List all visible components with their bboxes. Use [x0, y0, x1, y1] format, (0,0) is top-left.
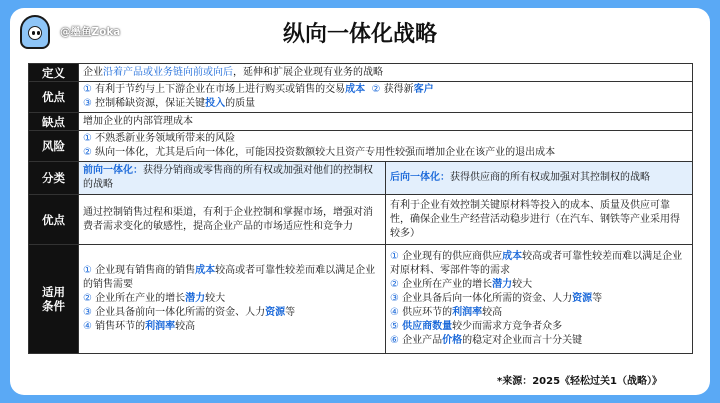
- label-conditions: [29, 245, 79, 354]
- label-definition: 定义: [29, 64, 79, 82]
- advantages-text: [79, 82, 693, 113]
- forward-integration-cell: [79, 162, 386, 195]
- brand-handle: @墨鱼Zoka: [60, 26, 121, 38]
- backward-condition-num: ⑤: [390, 321, 399, 332]
- backward-condition-suffix: 较高或者可靠性较差而难以满足企业对原材料、零部件等的需求: [390, 251, 683, 276]
- backward-condition-highlight: 成本: [502, 251, 523, 262]
- forward-condition-text: 企业所在产业的增长: [95, 293, 186, 304]
- backward-integration-text: 获得供应商的所有权或加强对其控制权的战略: [450, 172, 650, 183]
- forward-condition-num: ①: [83, 265, 92, 276]
- backward-condition-num: ⑥: [390, 335, 399, 346]
- adv-2-highlight: 客户: [413, 84, 434, 95]
- forward-advantages: 通过控制销售过程和渠道，有利于企业控制和掌握市场，增强对消费者需求变化的敏感性，提高企业产品的市场适应性和竞争力: [79, 195, 386, 245]
- backward-condition-highlight: 供应商数量: [402, 321, 453, 332]
- row-disadvantages: [29, 113, 693, 131]
- definition-highlight: 沿着产品或业务链向前或向后: [103, 66, 233, 78]
- advantages-line-2: [83, 97, 688, 111]
- risk-num-1: ①: [83, 133, 92, 144]
- backward-condition-text: 供应环节的: [402, 307, 453, 318]
- risk-1-text: 不熟悉新业务领域所带来的风险: [95, 133, 236, 144]
- forward-condition-num: ④: [83, 321, 92, 332]
- forward-condition-item: [83, 264, 381, 292]
- backward-condition-text: 企业现有的供应商供应: [402, 251, 503, 262]
- adv-2-text: 获得新: [383, 84, 414, 95]
- row-definition: [29, 64, 693, 82]
- forward-conditions: [79, 245, 386, 354]
- label-conditions-line-1: 适用: [42, 285, 65, 299]
- forward-condition-text: 企业现有销售商的销售: [95, 265, 196, 276]
- backward-condition-highlight: 潜力: [492, 279, 513, 290]
- adv-3-suffix: 的质量: [225, 98, 256, 109]
- definition-part-c: ，延伸和扩展企业现有业务的战略: [233, 66, 383, 78]
- backward-condition-item: [390, 334, 688, 348]
- forward-condition-text: 销售环节的: [95, 321, 146, 332]
- backward-condition-highlight: 利润率: [452, 307, 483, 318]
- adv-1-text: 有利于节约与上下游企业在市场上进行购买或销售的交易: [95, 84, 346, 95]
- disadvantages-text: 增加企业的内部管理成本: [79, 113, 693, 131]
- backward-advantages: 有利于企业有效控制关键原材料等投入的成本、质量及供应可靠性，确保企业生产经营活动稳步进行（在汽车、钢铁等产业采用得较多）: [386, 195, 693, 245]
- backward-condition-item: [390, 306, 688, 320]
- risk-line-2: [83, 146, 688, 160]
- forward-condition-num: ②: [83, 293, 92, 304]
- forward-integration-name: 前向一体化：: [83, 165, 143, 176]
- backward-condition-num: ③: [390, 293, 399, 304]
- advantages-line-1: [83, 83, 688, 97]
- label-disadvantages: 缺点: [29, 113, 79, 131]
- label-conditions-line-2: 条件: [42, 299, 65, 313]
- forward-condition-highlight: 利润率: [145, 321, 176, 332]
- backward-condition-item: [390, 292, 688, 306]
- backward-condition-suffix: 等: [592, 293, 603, 304]
- source-note: *来源：2025《轻松过关1（战略）》: [496, 376, 662, 387]
- label-risks: 风险: [29, 131, 79, 162]
- backward-condition-suffix: 较高: [482, 307, 503, 318]
- adv-1-highlight: 成本: [345, 84, 366, 95]
- forward-condition-suffix: 较大: [205, 293, 226, 304]
- backward-condition-item: [390, 250, 688, 278]
- row-advantages: [29, 82, 693, 113]
- label-classified-advantages: 优点: [29, 195, 79, 245]
- backward-condition-text: 企业所在产业的增长: [402, 279, 493, 290]
- backward-condition-item: [390, 278, 688, 292]
- strategy-table: [28, 63, 693, 354]
- forward-condition-suffix: 较高: [175, 321, 196, 332]
- forward-condition-item: [83, 292, 381, 306]
- forward-condition-highlight: 潜力: [185, 293, 206, 304]
- definition-text: [79, 64, 693, 82]
- backward-condition-item: [390, 320, 688, 334]
- num-3: ③: [83, 98, 92, 109]
- forward-condition-item: [83, 306, 381, 320]
- backward-condition-text: 企业产品: [402, 335, 443, 346]
- backward-condition-suffix: 较大: [512, 279, 533, 290]
- backward-condition-num: ①: [390, 251, 399, 262]
- forward-integration-text: 获得分销商或零售商的所有权或加强对他们的控制权的战略: [83, 165, 373, 190]
- backward-condition-text: 企业具备后向一体化所需的资金、人力: [402, 293, 573, 304]
- adv-3-highlight: 投入: [205, 98, 226, 109]
- definition-part-a: 企业: [83, 66, 103, 78]
- backward-conditions: [386, 245, 693, 354]
- backward-condition-highlight: 资源: [572, 293, 593, 304]
- backward-integration-cell: [386, 162, 693, 195]
- risk-num-2: ②: [83, 147, 92, 158]
- row-risks: [29, 131, 693, 162]
- label-classification: 分类: [29, 162, 79, 195]
- content-card: [10, 8, 710, 395]
- row-classified-advantages: [29, 195, 693, 245]
- backward-condition-num: ②: [390, 279, 399, 290]
- forward-condition-num: ③: [83, 307, 92, 318]
- backward-integration-name: 后向一体化：: [390, 172, 450, 183]
- label-advantages: 优点: [29, 82, 79, 113]
- backward-condition-suffix: 较少而需求方竞争者众多: [452, 321, 563, 332]
- forward-condition-suffix: 较高或者可靠性较差而难以满足企业的销售需要: [83, 265, 376, 290]
- row-conditions: [29, 245, 693, 354]
- num-1: ①: [83, 84, 92, 95]
- forward-condition-item: [83, 320, 381, 334]
- risk-line-1: [83, 132, 688, 146]
- forward-condition-highlight: 成本: [195, 265, 216, 276]
- forward-condition-text: 企业具备前向一体化所需的资金、人力: [95, 307, 266, 318]
- backward-condition-suffix: 的稳定对企业而言十分关键: [462, 335, 583, 346]
- backward-condition-num: ④: [390, 307, 399, 318]
- forward-condition-suffix: 等: [285, 307, 296, 318]
- adv-3-text: 控制稀缺资源，保证关键: [95, 98, 206, 109]
- page-title: 纵向一体化战略: [282, 22, 437, 47]
- backward-condition-highlight: 价格: [442, 335, 463, 346]
- risk-2-text: 纵向一体化，尤其是后向一体化，可能因投资数额较大且资产专用性较强而增加企业在该产业的退出成本: [95, 147, 556, 158]
- forward-condition-highlight: 资源: [265, 307, 286, 318]
- risks-text: [79, 131, 693, 162]
- num-2: ②: [371, 84, 381, 95]
- row-classification: [29, 162, 693, 195]
